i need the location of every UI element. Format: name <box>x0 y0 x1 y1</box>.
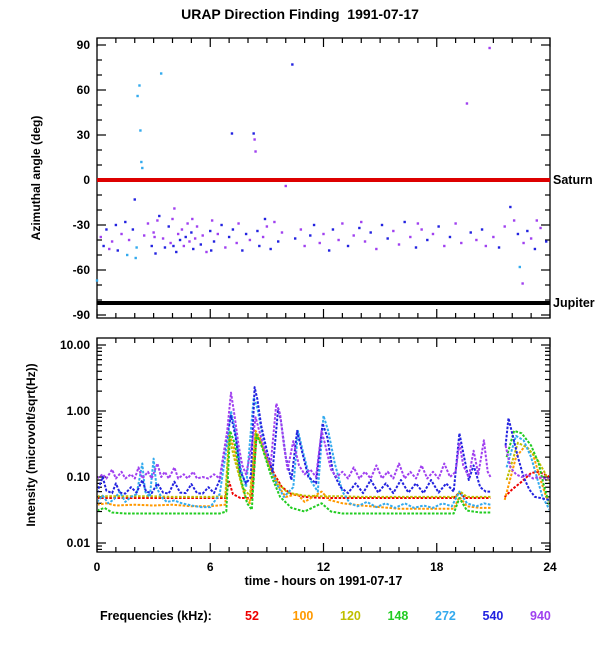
bottom-panel-y-axis-label: Intensity (microvolt/sqrt(Hz)) <box>24 363 38 527</box>
top-y-tick-label: 0 <box>83 173 90 187</box>
bottom-y-tick-label: 10.00 <box>59 338 90 352</box>
top-y-tick-label: -60 <box>72 263 90 277</box>
top-y-tick-label: -90 <box>72 308 90 322</box>
top-y-tick-label: -30 <box>72 218 90 232</box>
jupiter-label: Jupiter <box>553 296 595 310</box>
x-axis-label: time - hours on 1991-07-17 <box>244 574 403 588</box>
legend-item-120-kHz: 120 <box>340 609 361 623</box>
legend-item-272-kHz: 272 <box>435 609 456 623</box>
top-panel-y-axis-label: Azimuthal angle (deg) <box>29 115 43 241</box>
legend-item-100-kHz: 100 <box>292 609 314 623</box>
legend-item-52-kHz: 52 <box>245 609 259 623</box>
x-tick-label: 24 <box>543 560 557 574</box>
top-y-tick-label: 60 <box>76 83 90 97</box>
top-y-tick-label: 30 <box>76 128 90 142</box>
legend-item-940-kHz: 940 <box>530 609 551 623</box>
x-tick-label: 6 <box>206 560 214 574</box>
top-panel-axes <box>73 38 550 322</box>
bottom-y-tick-label: 0.01 <box>66 536 90 550</box>
x-tick-label: 0 <box>93 560 101 574</box>
bottom-y-tick-label: 1.00 <box>66 404 90 418</box>
direction-scatter-points <box>96 47 548 285</box>
legend-item-148-kHz: 148 <box>387 609 409 623</box>
x-tick-label: 18 <box>430 560 444 574</box>
page-title: URAP Direction Finding 1991-07-17 <box>181 6 419 22</box>
bottom-y-tick-label: 0.10 <box>66 470 90 484</box>
intensity-series <box>97 387 550 513</box>
legend-item-540-kHz: 540 <box>482 609 504 623</box>
frequency-legend <box>0 609 600 629</box>
series-272-kHz <box>97 398 491 508</box>
bottom-panel-axes <box>60 338 557 574</box>
saturn-label: Saturn <box>553 173 593 187</box>
top-y-tick-label: 90 <box>76 38 90 52</box>
legend-title: Frequencies (kHz): <box>100 609 212 623</box>
x-tick-label: 12 <box>316 560 331 574</box>
